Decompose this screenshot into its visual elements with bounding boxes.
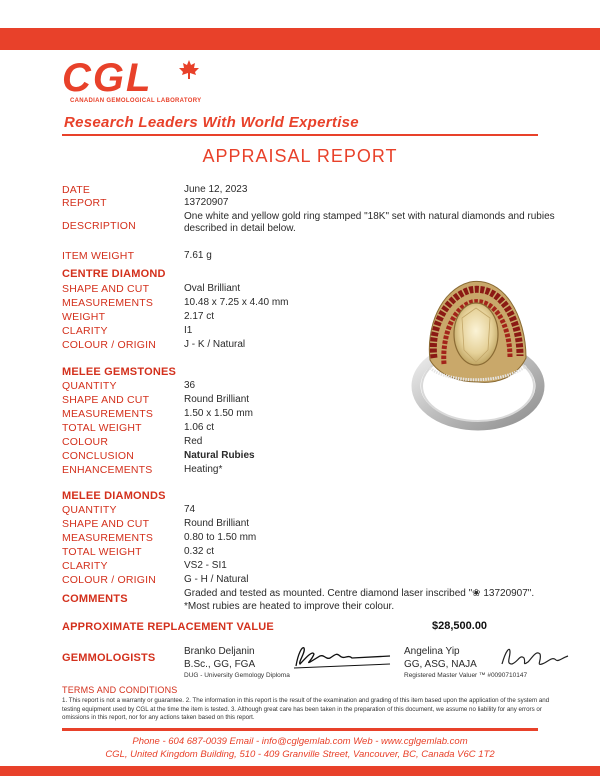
md-clarity-value: VS2 - SI1 <box>184 560 227 571</box>
mg-shape-label: SHAPE AND CUT <box>62 394 150 406</box>
gemmologist-1-note: DUG - University Gemology Diploma <box>184 672 290 679</box>
report-value: 13720907 <box>184 197 229 208</box>
comments-line-1: Graded and tested as mounted. Centre diamond laser inscribed "❀ 13720907". <box>184 588 535 599</box>
date-value: June 12, 2023 <box>184 184 248 195</box>
cd-clarity-value: I1 <box>184 325 193 336</box>
md-colour-label: COLOUR / ORIGIN <box>62 574 157 586</box>
footer-contact: Phone - 604 687-0039 Email - info@cglgemlab.com Web - www.cglgemlab.com <box>132 736 468 747</box>
mg-measurements-label: MEASUREMENTS <box>62 408 154 420</box>
md-shape-label: SHAPE AND CUT <box>62 518 150 530</box>
mg-conclusion-value: Natural Rubies <box>184 450 255 461</box>
cd-colour-value: J - K / Natural <box>184 339 246 350</box>
item-weight-label: ITEM WEIGHT <box>62 250 135 262</box>
replacement-value-label: APPROXIMATE REPLACEMENT VALUE <box>62 621 274 633</box>
gemmologists-label: GEMMOLOGISTS <box>62 652 156 664</box>
tagline-rule <box>62 134 538 136</box>
logo-subtitle: CANADIAN GEMOLOGICAL LABORATORY <box>70 98 202 104</box>
cgl-logo <box>62 58 242 116</box>
gemmologist-1-creds: B.Sc., GG, FGA <box>184 659 256 670</box>
ring-photo <box>400 268 550 438</box>
md-total-weight-label: TOTAL WEIGHT <box>62 546 142 558</box>
report-label: REPORT <box>62 197 107 209</box>
tagline: Research Leaders With World Expertise <box>64 114 359 131</box>
md-colour-value: G - H / Natural <box>184 574 249 585</box>
gemmologist-2-note: Registered Master Valuer ™ #0090710147 <box>404 672 528 679</box>
md-quantity-value: 74 <box>184 504 196 515</box>
md-clarity-label: CLARITY <box>62 560 108 572</box>
mg-quantity-label: QUANTITY <box>62 380 117 392</box>
footer-rule <box>62 728 538 731</box>
replacement-value: $28,500.00 <box>432 620 488 632</box>
signature-1-icon <box>290 640 395 672</box>
md-quantity-label: QUANTITY <box>62 504 117 516</box>
page-title: APPRAISAL REPORT <box>202 146 398 166</box>
bottom-color-bar <box>0 766 600 776</box>
comments-label: COMMENTS <box>62 593 128 605</box>
comments-line-2: *Most rubies are heated to improve their colour. <box>184 601 395 612</box>
description-label: DESCRIPTION <box>62 220 136 232</box>
mg-enhancements-value: Heating* <box>184 464 223 475</box>
top-color-bar <box>0 28 600 50</box>
gemmologist-2-creds: GG, ASG, NAJA <box>404 659 477 670</box>
logo-text: CGL <box>62 56 153 100</box>
cd-colour-label: COLOUR / ORIGIN <box>62 339 157 351</box>
md-measurements-value: 0.80 to 1.50 mm <box>184 532 257 543</box>
melee-gemstones-heading: MELEE GEMSTONES <box>62 366 177 378</box>
mg-shape-value: Round Brilliant <box>184 394 250 405</box>
cd-weight-value: 2.17 ct <box>184 311 215 322</box>
mg-quantity-value: 36 <box>184 380 196 391</box>
cd-weight-label: WEIGHT <box>62 311 106 323</box>
gemmologist-1-name: Branko Deljanin <box>184 646 255 657</box>
cd-clarity-label: CLARITY <box>62 325 108 337</box>
signature-2-icon <box>496 640 576 672</box>
date-label: DATE <box>62 184 91 196</box>
gemmologist-2-name: Angelina Yip <box>404 646 460 657</box>
md-measurements-label: MEASUREMENTS <box>62 532 154 544</box>
maple-leaf-icon <box>178 60 200 80</box>
mg-colour-label: COLOUR <box>62 436 109 448</box>
mg-colour-value: Red <box>184 436 203 447</box>
terms-text: 1. This report is not a warranty or guarantee. 2. The information in this report is the result of the examination and grading of this item based upon the application of the system and testing equipment used by CGL at the time the item is tested. 3. Although great care has been taken in the preparation of this document, we assume no liability for any errors or omissions in this report, nor for any actions taken based on this report. <box>62 697 550 721</box>
cd-shape-label: SHAPE AND CUT <box>62 283 150 295</box>
mg-total-weight-value: 1.06 ct <box>184 422 215 433</box>
cd-measurements-label: MEASUREMENTS <box>62 297 154 309</box>
md-shape-value: Round Brilliant <box>184 518 250 529</box>
description-value: One white and yellow gold ring stamped "18K" set with natural diamonds and rubies described in detail below. <box>184 211 555 234</box>
centre-diamond-heading: CENTRE DIAMOND <box>62 268 166 280</box>
footer-address: CGL, United Kingdom Building, 510 - 409 Granville Street, Vancouver, BC, Canada V6C 1T2 <box>105 749 495 760</box>
item-weight-value: 7.61 g <box>184 250 212 261</box>
melee-diamonds-heading: MELEE DIAMONDS <box>62 490 166 502</box>
mg-enhancements-label: ENHANCEMENTS <box>62 464 153 476</box>
cd-shape-value: Oval Brilliant <box>184 283 241 294</box>
mg-measurements-value: 1.50 x 1.50 mm <box>184 408 253 419</box>
mg-conclusion-label: CONCLUSION <box>62 450 135 462</box>
md-total-weight-value: 0.32 ct <box>184 546 215 557</box>
terms-heading: TERMS AND CONDITIONS <box>62 685 178 695</box>
mg-total-weight-label: TOTAL WEIGHT <box>62 422 142 434</box>
cd-measurements-value: 10.48 x 7.25 x 4.40 mm <box>184 297 289 308</box>
